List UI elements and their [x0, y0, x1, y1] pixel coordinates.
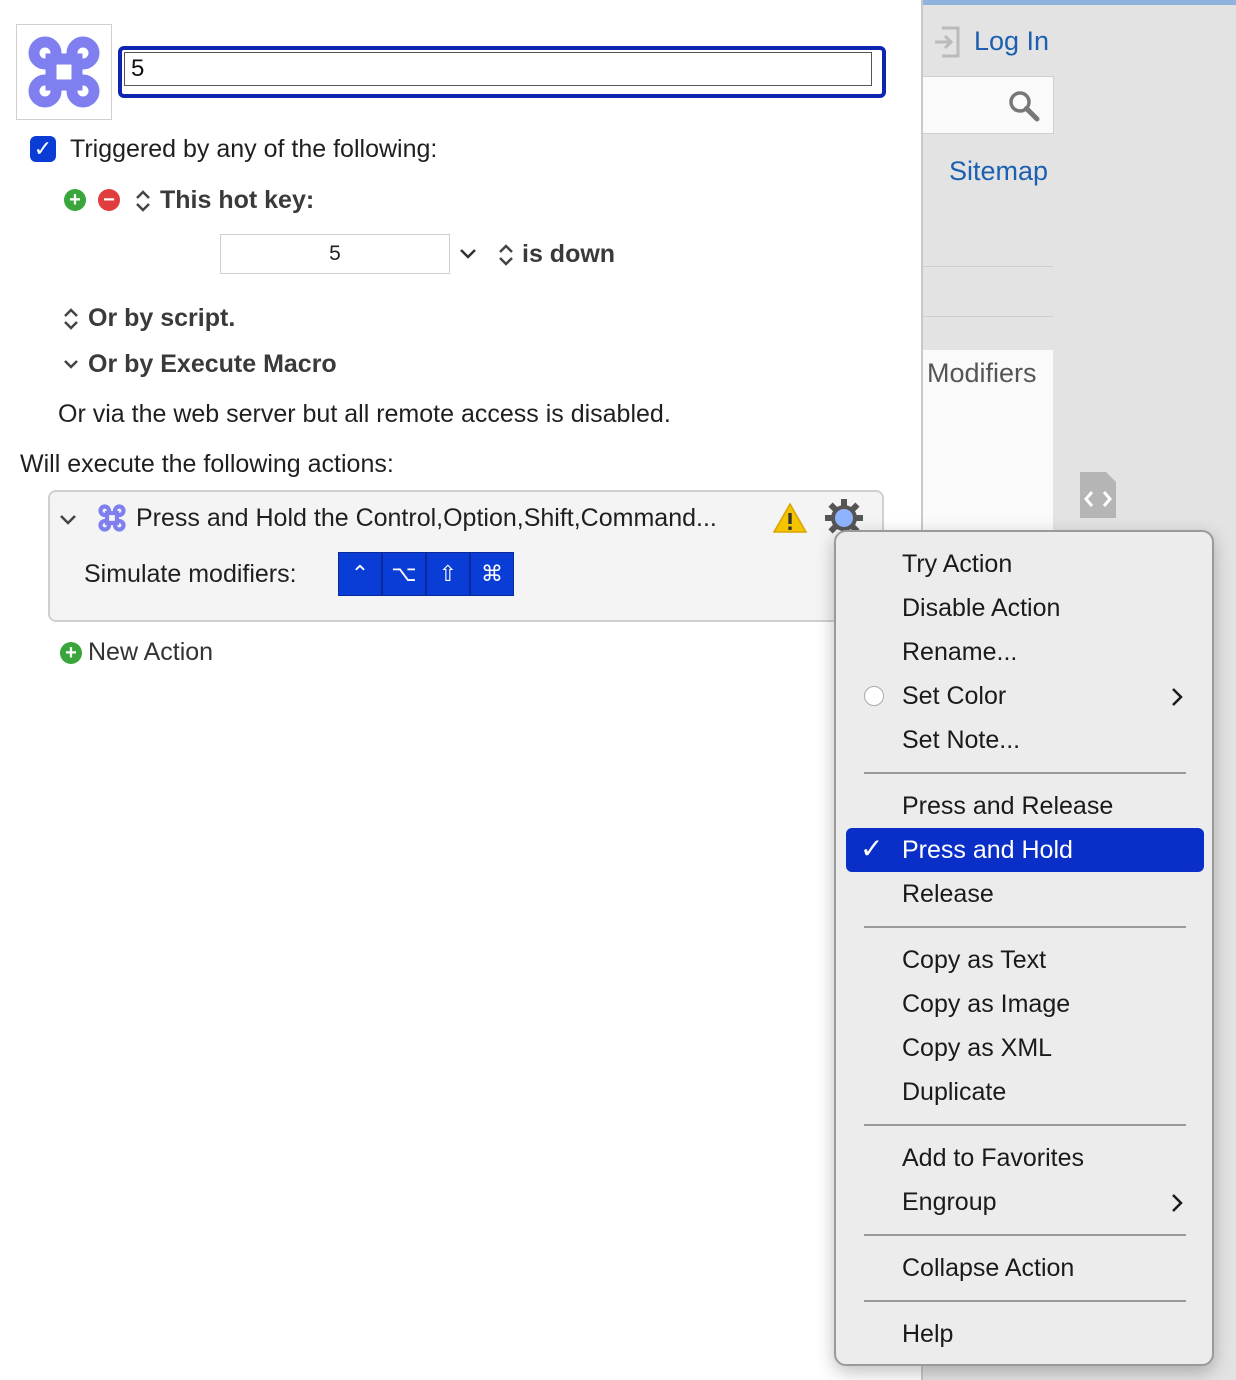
command-key-icon: [94, 500, 130, 536]
menu-separator: [864, 1300, 1186, 1302]
action-card[interactable]: [48, 490, 884, 622]
by-execute-macro-label[interactable]: Or by Execute Macro: [88, 350, 337, 378]
code-file-icon[interactable]: [1076, 468, 1120, 522]
web-server-note: Or via the web server but all remote access is disabled.: [58, 400, 671, 428]
hotkey-state-popup[interactable]: is down: [522, 240, 616, 268]
actions-heading: Will execute the following actions:: [20, 450, 394, 478]
menu-item-rename[interactable]: Rename...: [902, 638, 1018, 666]
collapse-chevron-icon[interactable]: [58, 512, 78, 528]
menu-item-release[interactable]: Release: [902, 880, 994, 908]
sidebar-top-bar: [923, 0, 1236, 5]
menu-separator: [864, 926, 1186, 928]
submenu-arrow-icon: [1170, 1192, 1184, 1214]
add-trigger-button[interactable]: +: [64, 189, 86, 211]
menu-item-set-color[interactable]: Set Color: [902, 682, 1007, 710]
menu-item-try-action[interactable]: Try Action: [902, 550, 1013, 578]
menu-item-help[interactable]: Help: [902, 1320, 954, 1348]
sidebar-divider: [923, 266, 1053, 267]
menu-item-engroup[interactable]: Engroup: [902, 1188, 997, 1216]
option-modifier-toggle[interactable]: ⌥: [382, 552, 426, 596]
menu-item-collapse-action[interactable]: Collapse Action: [902, 1254, 1075, 1282]
command-key-icon: [17, 25, 111, 119]
menu-item-duplicate[interactable]: Duplicate: [902, 1078, 1007, 1106]
menu-item-copy-as-xml[interactable]: Copy as XML: [902, 1034, 1053, 1062]
new-action-icon[interactable]: +: [60, 642, 82, 664]
menu-item-press-and-release[interactable]: Press and Release: [902, 792, 1114, 820]
simulate-modifiers-label: Simulate modifiers:: [84, 560, 297, 588]
control-modifier-toggle[interactable]: ⌃: [338, 552, 382, 596]
menu-item-press-and-hold[interactable]: Press and Hold: [902, 836, 1073, 864]
menu-item-set-note[interactable]: Set Note...: [902, 726, 1021, 754]
trigger-checkbox-label: Triggered by any of the following:: [70, 135, 438, 163]
command-modifier-toggle[interactable]: ⌘: [470, 552, 514, 596]
menu-item-disable-action[interactable]: Disable Action: [902, 594, 1061, 622]
macro-name-input[interactable]: [124, 52, 872, 86]
macro-name-field[interactable]: [118, 46, 886, 98]
search-icon: [1007, 89, 1041, 123]
remove-trigger-button[interactable]: −: [98, 189, 120, 211]
warning-icon[interactable]: [772, 502, 808, 534]
shift-modifier-toggle[interactable]: ⇧: [426, 552, 470, 596]
menu-item-copy-as-text[interactable]: Copy as Text: [902, 946, 1047, 974]
updown-chevron-icon[interactable]: [497, 243, 515, 267]
hotkey-field[interactable]: 5: [220, 234, 450, 274]
sidebar-divider: [923, 316, 1053, 317]
sitemap-link[interactable]: Sitemap: [949, 156, 1049, 186]
action-context-menu: [834, 530, 1214, 1366]
login-icon[interactable]: [932, 24, 964, 60]
action-title: Press and Hold the Control,Option,Shift,Command...: [136, 504, 717, 532]
chevron-down-icon[interactable]: [458, 246, 478, 262]
macro-icon-well[interactable]: [16, 24, 112, 120]
menu-separator: [864, 1234, 1186, 1236]
menu-item-copy-as-image[interactable]: Copy as Image: [902, 990, 1071, 1018]
chevron-down-icon[interactable]: [62, 357, 80, 373]
login-link[interactable]: Log In: [974, 26, 1050, 56]
menu-separator: [864, 772, 1186, 774]
modifiers-panel: [923, 350, 1053, 540]
color-swatch-icon: [864, 686, 884, 706]
updown-chevron-icon[interactable]: [134, 189, 152, 213]
submenu-arrow-icon: [1170, 686, 1184, 708]
hotkey-trigger-label: This hot key:: [160, 186, 315, 214]
sidebar-search-field[interactable]: [923, 76, 1054, 134]
checkmark-icon: ✓: [860, 833, 884, 864]
trigger-checkbox[interactable]: ✓: [30, 136, 56, 162]
new-action-button[interactable]: New Action: [88, 638, 214, 666]
modifiers-heading: Modifiers: [927, 358, 1037, 388]
modifier-keys-group: [338, 552, 514, 596]
updown-chevron-icon[interactable]: [62, 307, 80, 331]
menu-item-add-to-favorites[interactable]: Add to Favorites: [902, 1144, 1085, 1172]
by-script-label[interactable]: Or by script.: [88, 304, 236, 332]
menu-separator: [864, 1124, 1186, 1126]
